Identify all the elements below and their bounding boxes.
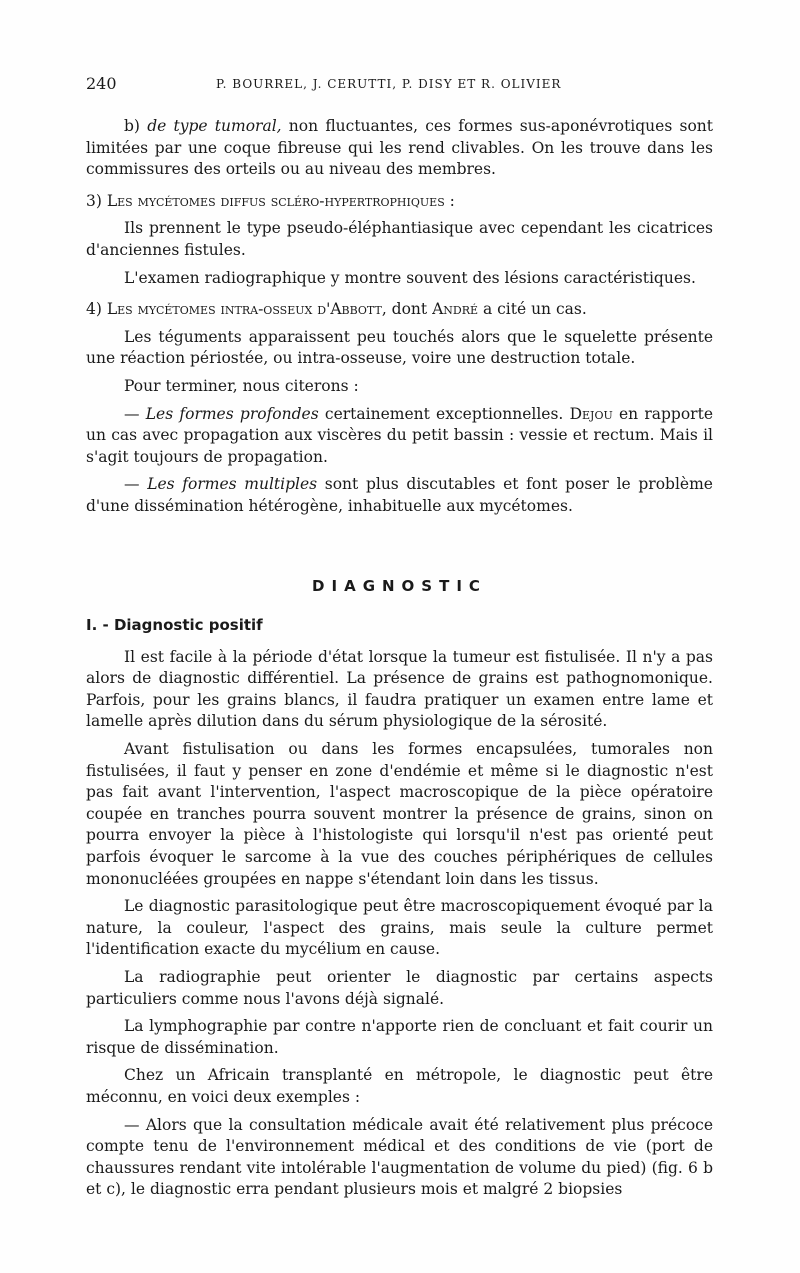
heading-text: , dont — [381, 300, 433, 319]
paragraph: Chez un Africain transplanté en métropole, le diagnostic peut être méconnu, en voici deux exemples : — [86, 1066, 713, 1106]
dash: — — [124, 475, 148, 494]
running-head: P. BOURREL, J. CERUTTI, P. DISY ET R. OLIVIER — [216, 77, 562, 91]
list-label: b) — [124, 117, 140, 135]
section-title: DIAGNOSTIC — [312, 576, 487, 595]
item-number: 4) — [86, 300, 102, 319]
italic-term: Les formes multiples — [147, 475, 318, 494]
paragraph-b-tumoral — [86, 116, 713, 181]
dash: — — [124, 404, 146, 423]
page-number: 240 — [86, 74, 117, 93]
paragraph: La radiographie peut orienter le diagnostic par certains aspects particuliers comme nous l'avons déjà signalé. — [86, 968, 713, 1008]
page-header — [86, 74, 714, 100]
paragraph: Il est facile à la période d'état lorsque la tumeur est fistulisée. Il n'y a pas alors de diagnostic différentiel. La présence de grains est pathognomonique. Parfois, pour les grains blancs, il faudra pratiquer un examen entre lame et lamelle après dilution dans du sérum physiologique de la sérosité. — [86, 647, 713, 731]
paragraph-text: sont plus discutables et font poser le problème d'une dissémination hétérogène, inhabituelle aux mycétomes. — [86, 475, 713, 515]
dash-paragraph-multiple-forms — [86, 474, 713, 517]
subsection-title: I. - Diagnostic positif — [86, 616, 263, 635]
item-heading: Les mycétomes diffus scléro-hypertrophiques — [106, 191, 445, 210]
author-name: André — [432, 300, 479, 319]
heading-colon: : — [444, 191, 455, 210]
paragraph-text: certainement exceptionnelles. — [318, 404, 570, 423]
paragraph: Ils prennent le type pseudo-éléphantiasique avec cependant les cicatrices d'anciennes fistules. — [86, 219, 713, 259]
paragraph-text: non fluctuantes, ces formes sus-aponévrotiques sont limitées par une coque fibreuse qui les rend clivables. On les trouve dans les commissures des orteils ou au niveau des membres. — [86, 117, 713, 179]
author-name: Dejou — [569, 404, 613, 423]
dash-paragraph-deep-forms — [86, 404, 713, 469]
item-number: 3) — [86, 191, 102, 210]
body-text — [86, 116, 713, 1207]
paragraph: Avant fistulisation ou dans les formes encapsulées, tumorales non fistulisées, il faut y penser en zone d'endémie et même si le diagnostic n'est pas fait avant l'intervention, l'aspect macroscopique de la pièce opératoire coupée en tranches pourra souvent montrer la présence de grains, sinon on pourra envoyer la pièce à l'histologiste qui lorsqu'il n'est pas orienté peut parfois évoquer le sarcome à la vue des couches périphériques de cellules mononucléées groupées en nappe s'étendant loin dans les tissus. — [86, 740, 713, 888]
heading-text: a cité un cas. — [478, 300, 587, 319]
item-heading: Les mycétomes intra-osseux d'Abbott — [106, 300, 382, 319]
paragraph: La lymphographie par contre n'apporte rien de concluant et fait courir un risque de dissémination. — [86, 1017, 713, 1057]
section-spacer — [86, 524, 713, 576]
paragraph-text: en rapporte un cas avec propagation aux viscères du petit bassin : vessie et rectum. Mais il s'agit toujours de propagation. — [86, 404, 713, 466]
item-3-heading — [86, 191, 713, 213]
paragraph: — Alors que la consultation médicale avait été relativement plus précoce compte tenu de l'environnement médical et des conditions de vie (port de chaussures rendant vite intolérable l'augmentation de volume du pied) (fig. 6 b et c), le diagnostic erra pendant plusieurs mois et malgré 2 biopsies — [86, 1115, 713, 1199]
paragraph: Pour terminer, nous citerons : — [124, 376, 359, 395]
paragraph: L'examen radiographique y montre souvent des lésions caractéristiques. — [124, 268, 696, 287]
item-4-heading — [86, 299, 713, 321]
paragraph: Le diagnostic parasitologique peut être macroscopiquement évoqué par la nature, la couleur, l'aspect des grains, mais seule la culture permet l'identification exacte du mycélium en cause. — [86, 897, 713, 959]
italic-term: de type tumoral, — [147, 117, 282, 135]
italic-term: Les formes profondes — [145, 404, 319, 423]
paragraph: Les téguments apparaissent peu touchés alors que le squelette présente une réaction périostée, ou intra-osseuse, voire une destruction totale. — [86, 327, 713, 368]
